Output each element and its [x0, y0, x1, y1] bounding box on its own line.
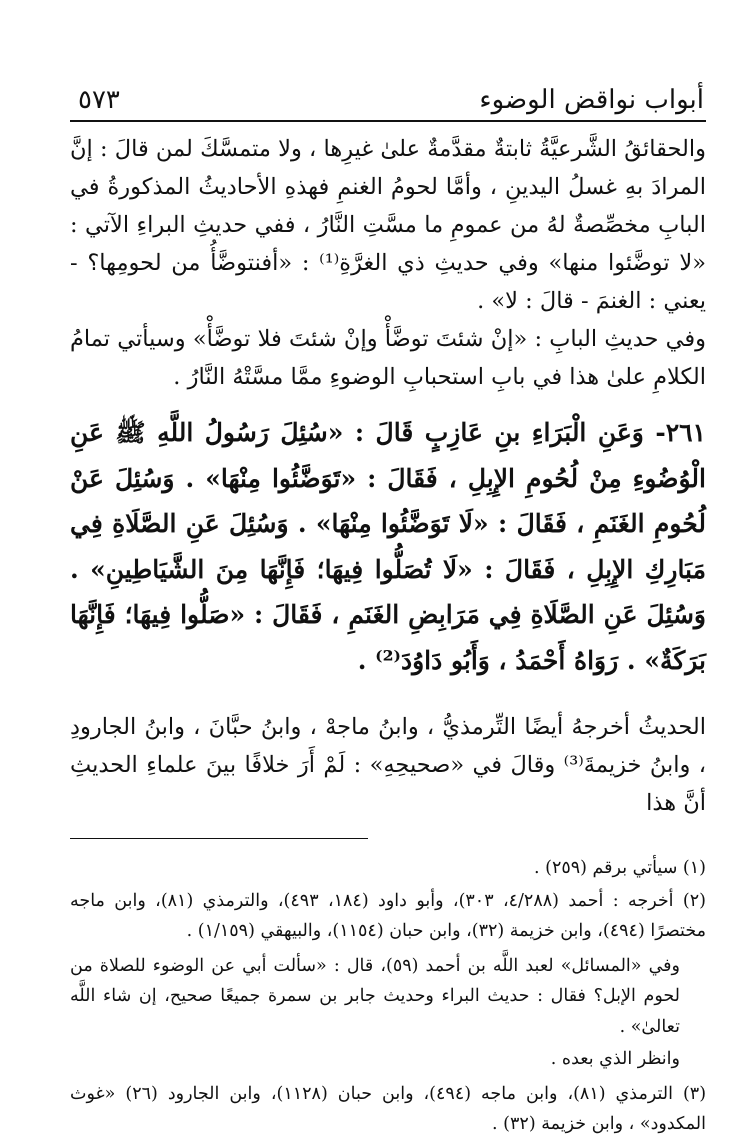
footnote-2-see-also: وانظر الذي بعده . [550, 1049, 680, 1069]
footnote-2: (٢) أخرجه : أحمد (٤/٢٨٨، ٣٠٣)، وأبو داود (١٨٤، ٤٩٣)، والترمذي (٨١)، وابن ماجه مختصرًا (٤٩٤)، وابن خزيمة (٣٢)، وابن حبان (١١٥٤)، والبيهقي (١/١٥٩) . [70, 890, 706, 941]
page-header [70, 78, 706, 122]
footnote-separator [70, 838, 368, 839]
commentary-paragraph: الحديثُ أخرجهُ أيضًا التِّرمذيُّ ، وابنُ ماجهْ ، وابنُ حبَّانَ ، وابنُ الجارودِ ، وابنُ خزيمةَ⁽³⁾ وقالَ في «صحيحِهِ» : لَمْ أَرَ خلافًا بينَ علماءِ الحديثِ أنَّ هذا [70, 714, 706, 816]
footnotes [70, 838, 706, 1140]
footnote-3: (٣) الترمذي (٨١)، وابن ماجه (٤٩٤)، وابن حبان (١١٢٨)، وابن الجارود (٢٦) «غوث المكدود» ، وابن خزيمة (٣٢) . [70, 1083, 707, 1134]
book-page [70, 78, 707, 1134]
intro-paragraph-2: وفي حديثِ البابِ : «إنْ شئتَ توضَّأْ وإنْ شئتَ فلا توضَّأْ» وسيأتي تمامُ الكلامِ علىٰ هذا في بابِ استحبابِ الوضوءِ ممَّا مسَّتْهُ النَّارُ . [70, 326, 706, 390]
body-text [70, 130, 706, 822]
hadith-261: ٢٦١- وَعَنِ الْبَرَاءِ بنِ عَازِبٍ قَالَ : «سُئِلَ رَسُولُ اللَّهِ ﷺ عَنِ الْوُضُوءِ مِنْ لُحُومِ الإِبِلِ ، فَقَالَ : «تَوَضَّئُوا مِنْهَا» . وَسُئِلَ عَنْ لُحُومِ الغَنَمِ ، فَقَالَ : «لَا تَوَضَّئُوا مِنْهَا» . وَسُئِلَ عَنِ الصَّلَاةِ فِي مَبَارِكِ الإِبِلِ ، فَقَالَ : «لَا تُصَلُّوا فِيهَا؛ فَإِنَّهَا مِنَ الشَّيَاطِينِ» . وَسُئِلَ عَنِ الصَّلَاةِ فِي مَرَابِضِ الغَنَمِ ، فَقَالَ : «صَلُّوا فِيهَا؛ فَإِنَّهَا بَرَكَةٌ» . رَوَاهُ أَحْمَدُ ، وَأَبُو دَاوُدَ⁽²⁾ . [70, 418, 706, 675]
page-number: ٥٧٣ [78, 85, 120, 115]
footnote-2-continuation: وفي «المسائل» لعبد اللَّه بن أحمد (٥٩)، قال : «سألت أبي عن الوضوء للصلاة من لحوم الإبل؟ فقال : حديث البراء وحديث جابر بن سمرة جميعًا صحيح، إن شاء اللَّه تعالىٰ» . [70, 955, 680, 1037]
running-title: أبواب نواقض الوضوء [479, 85, 704, 115]
footnote-1: (١) سيأتي برقم (٢٥٩) . [533, 858, 706, 878]
intro-paragraph-1: والحقائقُ الشَّرعيَّةُ ثابتةٌ مقدَّمةٌ علىٰ غيرِها ، ولا متمسَّكَ لمن قالَ : إنَّ المرادَ بهِ غسلُ اليدينِ ، وأمَّا لحومُ الغنمِ فهذهِ الأحاديثُ المذكورةُ في البابِ مخصِّصةٌ لهُ من عمومِ ما مسَّتِ النَّارُ ، ففي حديثِ البراءِ الآتي : «لا توضَّئوا منها» وفي حديثِ ذي الغرَّةِ⁽¹⁾ : «أفنتوضَّأُ من لحومِها؟ - يعني : الغنمَ - قالَ : لا» . [70, 136, 706, 314]
